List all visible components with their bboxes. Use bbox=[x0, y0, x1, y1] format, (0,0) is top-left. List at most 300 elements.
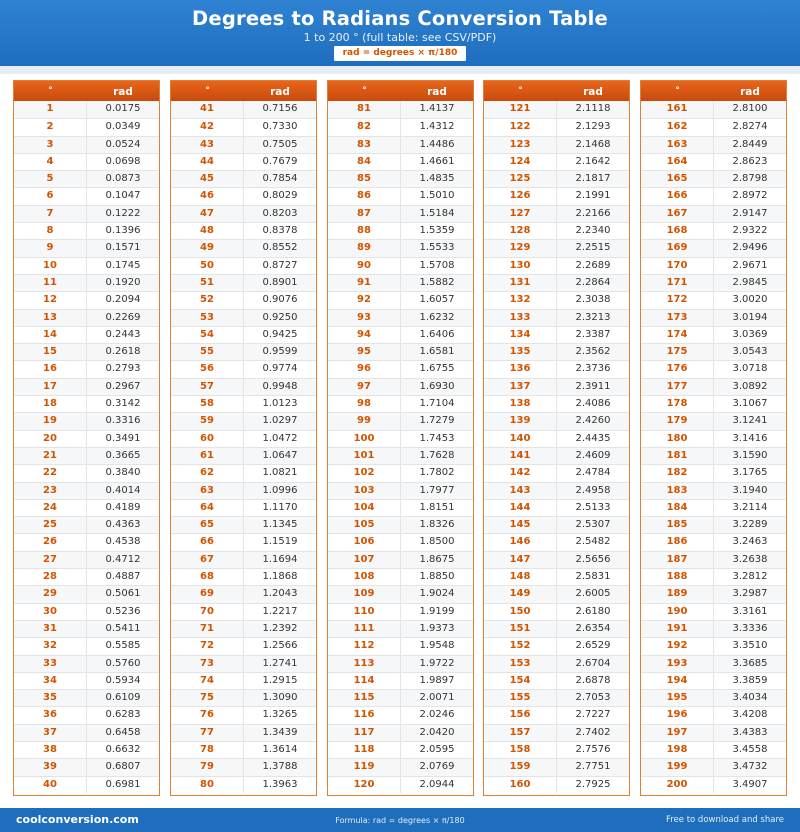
degrees-cell: 148 bbox=[484, 569, 557, 585]
degrees-cell: 89 bbox=[328, 240, 401, 256]
radians-cell: 2.2864 bbox=[575, 276, 611, 288]
degrees-cell: 129 bbox=[484, 240, 557, 256]
table-row bbox=[328, 516, 473, 533]
table-row bbox=[641, 222, 786, 239]
radians-cell: 2.6005 bbox=[575, 588, 611, 600]
radians-cell: 0.3316 bbox=[105, 415, 141, 427]
table-row bbox=[14, 326, 159, 343]
degrees-cell: 40 bbox=[14, 777, 87, 793]
table-row bbox=[171, 153, 316, 170]
page-header bbox=[0, 0, 800, 66]
radians-cell: 0.1222 bbox=[105, 207, 141, 219]
degrees-cell: 192 bbox=[641, 638, 714, 654]
degrees-cell: 102 bbox=[328, 465, 401, 481]
table-row bbox=[484, 482, 629, 499]
degrees-cell: 57 bbox=[171, 379, 244, 395]
degrees-cell: 190 bbox=[641, 604, 714, 620]
table-row bbox=[14, 412, 159, 429]
page-subtitle: 1 to 200 ° (full table: see CSV/PDF) bbox=[303, 31, 497, 44]
table-row bbox=[171, 464, 316, 481]
degrees-cell: 159 bbox=[484, 759, 557, 775]
radians-header: rad bbox=[427, 86, 447, 98]
radians-cell: 2.2166 bbox=[575, 207, 611, 219]
table-row bbox=[641, 655, 786, 672]
radians-cell: 1.9199 bbox=[419, 605, 455, 617]
degrees-cell: 100 bbox=[328, 431, 401, 447]
table-row bbox=[484, 187, 629, 204]
degrees-cell: 62 bbox=[171, 465, 244, 481]
table-row bbox=[328, 430, 473, 447]
degrees-cell: 45 bbox=[171, 171, 244, 187]
degrees-cell: 34 bbox=[14, 673, 87, 689]
degrees-cell: 119 bbox=[328, 759, 401, 775]
table-row bbox=[484, 499, 629, 516]
radians-cell: 2.8449 bbox=[732, 138, 768, 150]
table-row bbox=[641, 395, 786, 412]
degrees-cell: 90 bbox=[328, 258, 401, 274]
degrees-cell: 152 bbox=[484, 638, 557, 654]
degrees-cell: 137 bbox=[484, 379, 557, 395]
radians-cell: 1.7453 bbox=[419, 432, 455, 444]
radians-cell: 1.7628 bbox=[419, 449, 455, 461]
radians-cell: 3.4208 bbox=[732, 709, 768, 721]
table-row bbox=[641, 291, 786, 308]
degrees-cell: 65 bbox=[171, 517, 244, 533]
degrees-cell: 28 bbox=[14, 569, 87, 585]
degrees-cell: 126 bbox=[484, 188, 557, 204]
radians-cell: 3.0194 bbox=[732, 311, 768, 323]
radians-cell: 2.5831 bbox=[575, 571, 611, 583]
degrees-header: ° bbox=[675, 86, 680, 96]
table-row bbox=[641, 776, 786, 793]
radians-cell: 2.6354 bbox=[575, 622, 611, 634]
degrees-cell: 175 bbox=[641, 344, 714, 360]
table-row bbox=[328, 499, 473, 516]
table-row bbox=[484, 533, 629, 550]
table-row bbox=[14, 672, 159, 689]
table-column bbox=[170, 80, 317, 796]
degrees-cell: 131 bbox=[484, 275, 557, 291]
table-row bbox=[641, 672, 786, 689]
radians-cell: 3.2289 bbox=[732, 519, 768, 531]
degrees-cell: 191 bbox=[641, 621, 714, 637]
radians-cell: 2.9496 bbox=[732, 242, 768, 254]
radians-cell: 0.8203 bbox=[262, 207, 298, 219]
radians-header: rad bbox=[270, 86, 290, 98]
table-row bbox=[484, 395, 629, 412]
table-row bbox=[484, 689, 629, 706]
degrees-cell: 151 bbox=[484, 621, 557, 637]
page-title: Degrees to Radians Conversion Table bbox=[192, 7, 608, 30]
radians-cell: 1.1345 bbox=[262, 519, 298, 531]
degrees-cell: 41 bbox=[171, 101, 244, 118]
degrees-cell: 187 bbox=[641, 552, 714, 568]
degrees-header: ° bbox=[205, 86, 210, 96]
degrees-cell: 157 bbox=[484, 725, 557, 741]
table-row bbox=[171, 516, 316, 533]
column-body bbox=[14, 101, 159, 793]
radians-cell: 2.3911 bbox=[575, 380, 611, 392]
table-row bbox=[171, 187, 316, 204]
table-row bbox=[14, 620, 159, 637]
degrees-cell: 25 bbox=[14, 517, 87, 533]
table-row bbox=[484, 672, 629, 689]
radians-cell: 3.0543 bbox=[732, 346, 768, 358]
degrees-cell: 5 bbox=[14, 171, 87, 187]
radians-cell: 2.8274 bbox=[732, 121, 768, 133]
radians-cell: 2.9147 bbox=[732, 207, 768, 219]
table-row bbox=[328, 101, 473, 118]
degrees-cell: 174 bbox=[641, 327, 714, 343]
degrees-cell: 162 bbox=[641, 119, 714, 135]
radians-cell: 2.5482 bbox=[575, 536, 611, 548]
radians-cell: 1.0123 bbox=[262, 398, 298, 410]
radians-cell: 2.1642 bbox=[575, 155, 611, 167]
degrees-cell: 47 bbox=[171, 206, 244, 222]
radians-cell: 3.4558 bbox=[732, 743, 768, 755]
degrees-cell: 39 bbox=[14, 759, 87, 775]
radians-cell: 3.3685 bbox=[732, 657, 768, 669]
column-body bbox=[484, 101, 629, 793]
degrees-cell: 9 bbox=[14, 240, 87, 256]
radians-cell: 2.1817 bbox=[575, 173, 611, 185]
radians-cell: 0.7330 bbox=[262, 121, 298, 133]
degrees-cell: 59 bbox=[171, 413, 244, 429]
radians-cell: 2.0769 bbox=[419, 761, 455, 773]
degrees-cell: 74 bbox=[171, 673, 244, 689]
table-row bbox=[14, 360, 159, 377]
column-body bbox=[171, 101, 316, 793]
table-row bbox=[328, 447, 473, 464]
table-row bbox=[171, 118, 316, 135]
table-row bbox=[14, 655, 159, 672]
table-row bbox=[484, 551, 629, 568]
degrees-cell: 171 bbox=[641, 275, 714, 291]
radians-cell: 0.0175 bbox=[105, 103, 141, 114]
table-row bbox=[484, 741, 629, 758]
footer-brand[interactable]: coolconversion.com bbox=[16, 813, 139, 826]
radians-cell: 0.4363 bbox=[105, 519, 141, 531]
table-row bbox=[484, 724, 629, 741]
table-row bbox=[641, 551, 786, 568]
table-row bbox=[328, 585, 473, 602]
radians-cell: 3.1241 bbox=[732, 415, 768, 427]
radians-cell: 0.0698 bbox=[105, 155, 141, 167]
radians-cell: 0.2618 bbox=[105, 346, 141, 358]
table-row bbox=[171, 360, 316, 377]
table-row bbox=[484, 239, 629, 256]
degrees-cell: 18 bbox=[14, 396, 87, 412]
degrees-cell: 35 bbox=[14, 690, 87, 706]
table-row bbox=[171, 568, 316, 585]
radians-cell: 1.2566 bbox=[262, 640, 298, 652]
table-column bbox=[640, 80, 787, 796]
degrees-cell: 31 bbox=[14, 621, 87, 637]
degrees-cell: 128 bbox=[484, 223, 557, 239]
radians-cell: 1.9548 bbox=[419, 640, 455, 652]
table-row bbox=[328, 758, 473, 775]
radians-cell: 1.6930 bbox=[419, 380, 455, 392]
table-row bbox=[171, 741, 316, 758]
table-row bbox=[484, 291, 629, 308]
table-row bbox=[14, 689, 159, 706]
degrees-cell: 55 bbox=[171, 344, 244, 360]
table-row bbox=[484, 603, 629, 620]
degrees-cell: 56 bbox=[171, 361, 244, 377]
table-row bbox=[641, 205, 786, 222]
degrees-cell: 20 bbox=[14, 431, 87, 447]
table-row bbox=[14, 205, 159, 222]
radians-cell: 2.5133 bbox=[575, 501, 611, 513]
header-divider bbox=[0, 66, 800, 74]
table-row bbox=[14, 378, 159, 395]
radians-cell: 0.5585 bbox=[105, 640, 141, 652]
radians-cell: 2.4958 bbox=[575, 484, 611, 496]
radians-cell: 3.4034 bbox=[732, 692, 768, 704]
table-row bbox=[171, 706, 316, 723]
radians-cell: 2.4435 bbox=[575, 432, 611, 444]
radians-cell: 1.7104 bbox=[419, 398, 455, 410]
radians-cell: 3.0892 bbox=[732, 380, 768, 392]
degrees-cell: 183 bbox=[641, 483, 714, 499]
radians-cell: 2.0420 bbox=[419, 726, 455, 738]
radians-cell: 2.7576 bbox=[575, 743, 611, 755]
degrees-cell: 178 bbox=[641, 396, 714, 412]
radians-cell: 0.5411 bbox=[105, 622, 141, 634]
radians-cell: 1.8500 bbox=[419, 536, 455, 548]
radians-cell: 0.2443 bbox=[105, 328, 141, 340]
table-row bbox=[484, 706, 629, 723]
column-body bbox=[641, 101, 786, 793]
radians-cell: 1.6057 bbox=[419, 294, 455, 306]
degrees-cell: 82 bbox=[328, 119, 401, 135]
table-row bbox=[14, 153, 159, 170]
degrees-cell: 97 bbox=[328, 379, 401, 395]
degrees-cell: 112 bbox=[328, 638, 401, 654]
degrees-cell: 194 bbox=[641, 673, 714, 689]
radians-cell: 1.5184 bbox=[419, 207, 455, 219]
degrees-cell: 76 bbox=[171, 707, 244, 723]
radians-cell: 0.6109 bbox=[105, 692, 141, 704]
radians-cell: 2.7925 bbox=[575, 778, 611, 790]
table-row bbox=[641, 257, 786, 274]
radians-cell: 1.0821 bbox=[262, 467, 298, 479]
degrees-cell: 75 bbox=[171, 690, 244, 706]
degrees-cell: 105 bbox=[328, 517, 401, 533]
column-header bbox=[484, 81, 629, 101]
degrees-cell: 42 bbox=[171, 119, 244, 135]
radians-cell: 1.5010 bbox=[419, 190, 455, 202]
degrees-cell: 125 bbox=[484, 171, 557, 187]
radians-cell: 2.2340 bbox=[575, 225, 611, 237]
degrees-cell: 64 bbox=[171, 500, 244, 516]
degrees-cell: 196 bbox=[641, 707, 714, 723]
table-row bbox=[328, 689, 473, 706]
degrees-cell: 70 bbox=[171, 604, 244, 620]
radians-header: rad bbox=[740, 86, 760, 98]
table-row bbox=[328, 153, 473, 170]
radians-cell: 1.1170 bbox=[262, 501, 298, 513]
radians-cell: 1.0297 bbox=[262, 415, 298, 427]
radians-header: rad bbox=[113, 86, 133, 98]
radians-cell: 0.2094 bbox=[105, 294, 141, 306]
table-row bbox=[484, 205, 629, 222]
radians-cell: 2.8972 bbox=[732, 190, 768, 202]
radians-cell: 1.9024 bbox=[419, 588, 455, 600]
degrees-cell: 176 bbox=[641, 361, 714, 377]
degrees-cell: 186 bbox=[641, 534, 714, 550]
degrees-cell: 48 bbox=[171, 223, 244, 239]
table-row bbox=[328, 655, 473, 672]
table-row bbox=[14, 136, 159, 153]
radians-cell: 0.4014 bbox=[105, 484, 141, 496]
table-row bbox=[484, 222, 629, 239]
radians-cell: 2.0071 bbox=[419, 692, 455, 704]
degrees-cell: 195 bbox=[641, 690, 714, 706]
table-row bbox=[14, 309, 159, 326]
table-row bbox=[171, 378, 316, 395]
table-row bbox=[14, 516, 159, 533]
degrees-cell: 169 bbox=[641, 240, 714, 256]
radians-cell: 3.2638 bbox=[732, 553, 768, 565]
degrees-cell: 33 bbox=[14, 656, 87, 672]
degrees-cell: 4 bbox=[14, 154, 87, 170]
footer-formula: Formula: rad = degrees × π/180 bbox=[335, 816, 465, 825]
table-row bbox=[171, 326, 316, 343]
degrees-cell: 107 bbox=[328, 552, 401, 568]
degrees-cell: 52 bbox=[171, 292, 244, 308]
degrees-cell: 78 bbox=[171, 742, 244, 758]
radians-cell: 0.9250 bbox=[262, 311, 298, 323]
radians-cell: 3.1940 bbox=[732, 484, 768, 496]
table-row bbox=[14, 101, 159, 118]
degrees-cell: 91 bbox=[328, 275, 401, 291]
table-row bbox=[171, 205, 316, 222]
degrees-cell: 185 bbox=[641, 517, 714, 533]
table-row bbox=[641, 724, 786, 741]
degrees-cell: 117 bbox=[328, 725, 401, 741]
radians-cell: 2.1991 bbox=[575, 190, 611, 202]
table-row bbox=[641, 239, 786, 256]
degrees-cell: 146 bbox=[484, 534, 557, 550]
radians-cell: 0.1920 bbox=[105, 276, 141, 288]
radians-cell: 1.4486 bbox=[419, 138, 455, 150]
table-row bbox=[171, 585, 316, 602]
table-row bbox=[14, 170, 159, 187]
degrees-cell: 143 bbox=[484, 483, 557, 499]
table-row bbox=[641, 187, 786, 204]
radians-cell: 1.3614 bbox=[262, 743, 298, 755]
radians-cell: 1.3090 bbox=[262, 692, 298, 704]
degrees-cell: 73 bbox=[171, 656, 244, 672]
degrees-cell: 149 bbox=[484, 586, 557, 602]
table-row bbox=[641, 274, 786, 291]
table-row bbox=[328, 620, 473, 637]
table-row bbox=[171, 689, 316, 706]
degrees-cell: 49 bbox=[171, 240, 244, 256]
degrees-cell: 147 bbox=[484, 552, 557, 568]
table-row bbox=[328, 326, 473, 343]
table-row bbox=[641, 482, 786, 499]
degrees-cell: 80 bbox=[171, 777, 244, 793]
radians-cell: 1.0472 bbox=[262, 432, 298, 444]
table-row bbox=[641, 706, 786, 723]
radians-cell: 3.3336 bbox=[732, 622, 768, 634]
table-row bbox=[171, 412, 316, 429]
degrees-cell: 181 bbox=[641, 448, 714, 464]
table-row bbox=[171, 603, 316, 620]
degrees-cell: 13 bbox=[14, 310, 87, 326]
degrees-cell: 37 bbox=[14, 725, 87, 741]
degrees-cell: 85 bbox=[328, 171, 401, 187]
table-row bbox=[171, 551, 316, 568]
table-row bbox=[641, 326, 786, 343]
radians-cell: 0.3142 bbox=[105, 398, 141, 410]
table-row bbox=[484, 430, 629, 447]
degrees-cell: 66 bbox=[171, 534, 244, 550]
table-row bbox=[484, 464, 629, 481]
degrees-cell: 184 bbox=[641, 500, 714, 516]
degrees-cell: 6 bbox=[14, 188, 87, 204]
radians-cell: 0.2793 bbox=[105, 363, 141, 375]
table-row bbox=[484, 776, 629, 793]
table-row bbox=[328, 395, 473, 412]
radians-cell: 2.6704 bbox=[575, 657, 611, 669]
table-row bbox=[171, 395, 316, 412]
table-row bbox=[328, 482, 473, 499]
radians-cell: 1.7802 bbox=[419, 467, 455, 479]
degrees-cell: 113 bbox=[328, 656, 401, 672]
table-row bbox=[484, 118, 629, 135]
degrees-cell: 108 bbox=[328, 569, 401, 585]
degrees-cell: 54 bbox=[171, 327, 244, 343]
radians-cell: 3.2463 bbox=[732, 536, 768, 548]
radians-cell: 2.9671 bbox=[732, 259, 768, 271]
degrees-cell: 60 bbox=[171, 431, 244, 447]
radians-cell: 3.0020 bbox=[732, 294, 768, 306]
radians-cell: 1.2915 bbox=[262, 674, 298, 686]
radians-cell: 0.2269 bbox=[105, 311, 141, 323]
table-row bbox=[641, 620, 786, 637]
radians-cell: 2.4260 bbox=[575, 415, 611, 427]
degrees-cell: 179 bbox=[641, 413, 714, 429]
radians-cell: 0.1571 bbox=[105, 242, 141, 254]
table-row bbox=[328, 603, 473, 620]
table-row bbox=[641, 170, 786, 187]
table-row bbox=[328, 637, 473, 654]
radians-cell: 1.6406 bbox=[419, 328, 455, 340]
degrees-cell: 11 bbox=[14, 275, 87, 291]
degrees-cell: 8 bbox=[14, 223, 87, 239]
degrees-cell: 182 bbox=[641, 465, 714, 481]
table-row bbox=[14, 239, 159, 256]
radians-cell: 0.3491 bbox=[105, 432, 141, 444]
radians-cell: 1.4312 bbox=[419, 121, 455, 133]
degrees-cell: 132 bbox=[484, 292, 557, 308]
table-row bbox=[641, 741, 786, 758]
degrees-cell: 121 bbox=[484, 101, 557, 118]
radians-cell: 3.3859 bbox=[732, 674, 768, 686]
radians-cell: 0.7854 bbox=[262, 173, 298, 185]
table-row bbox=[484, 447, 629, 464]
radians-cell: 2.1293 bbox=[575, 121, 611, 133]
radians-cell: 1.1694 bbox=[262, 553, 298, 565]
table-row bbox=[328, 568, 473, 585]
table-row bbox=[171, 257, 316, 274]
table-row bbox=[14, 257, 159, 274]
table-row bbox=[484, 101, 629, 118]
table-column bbox=[483, 80, 630, 796]
